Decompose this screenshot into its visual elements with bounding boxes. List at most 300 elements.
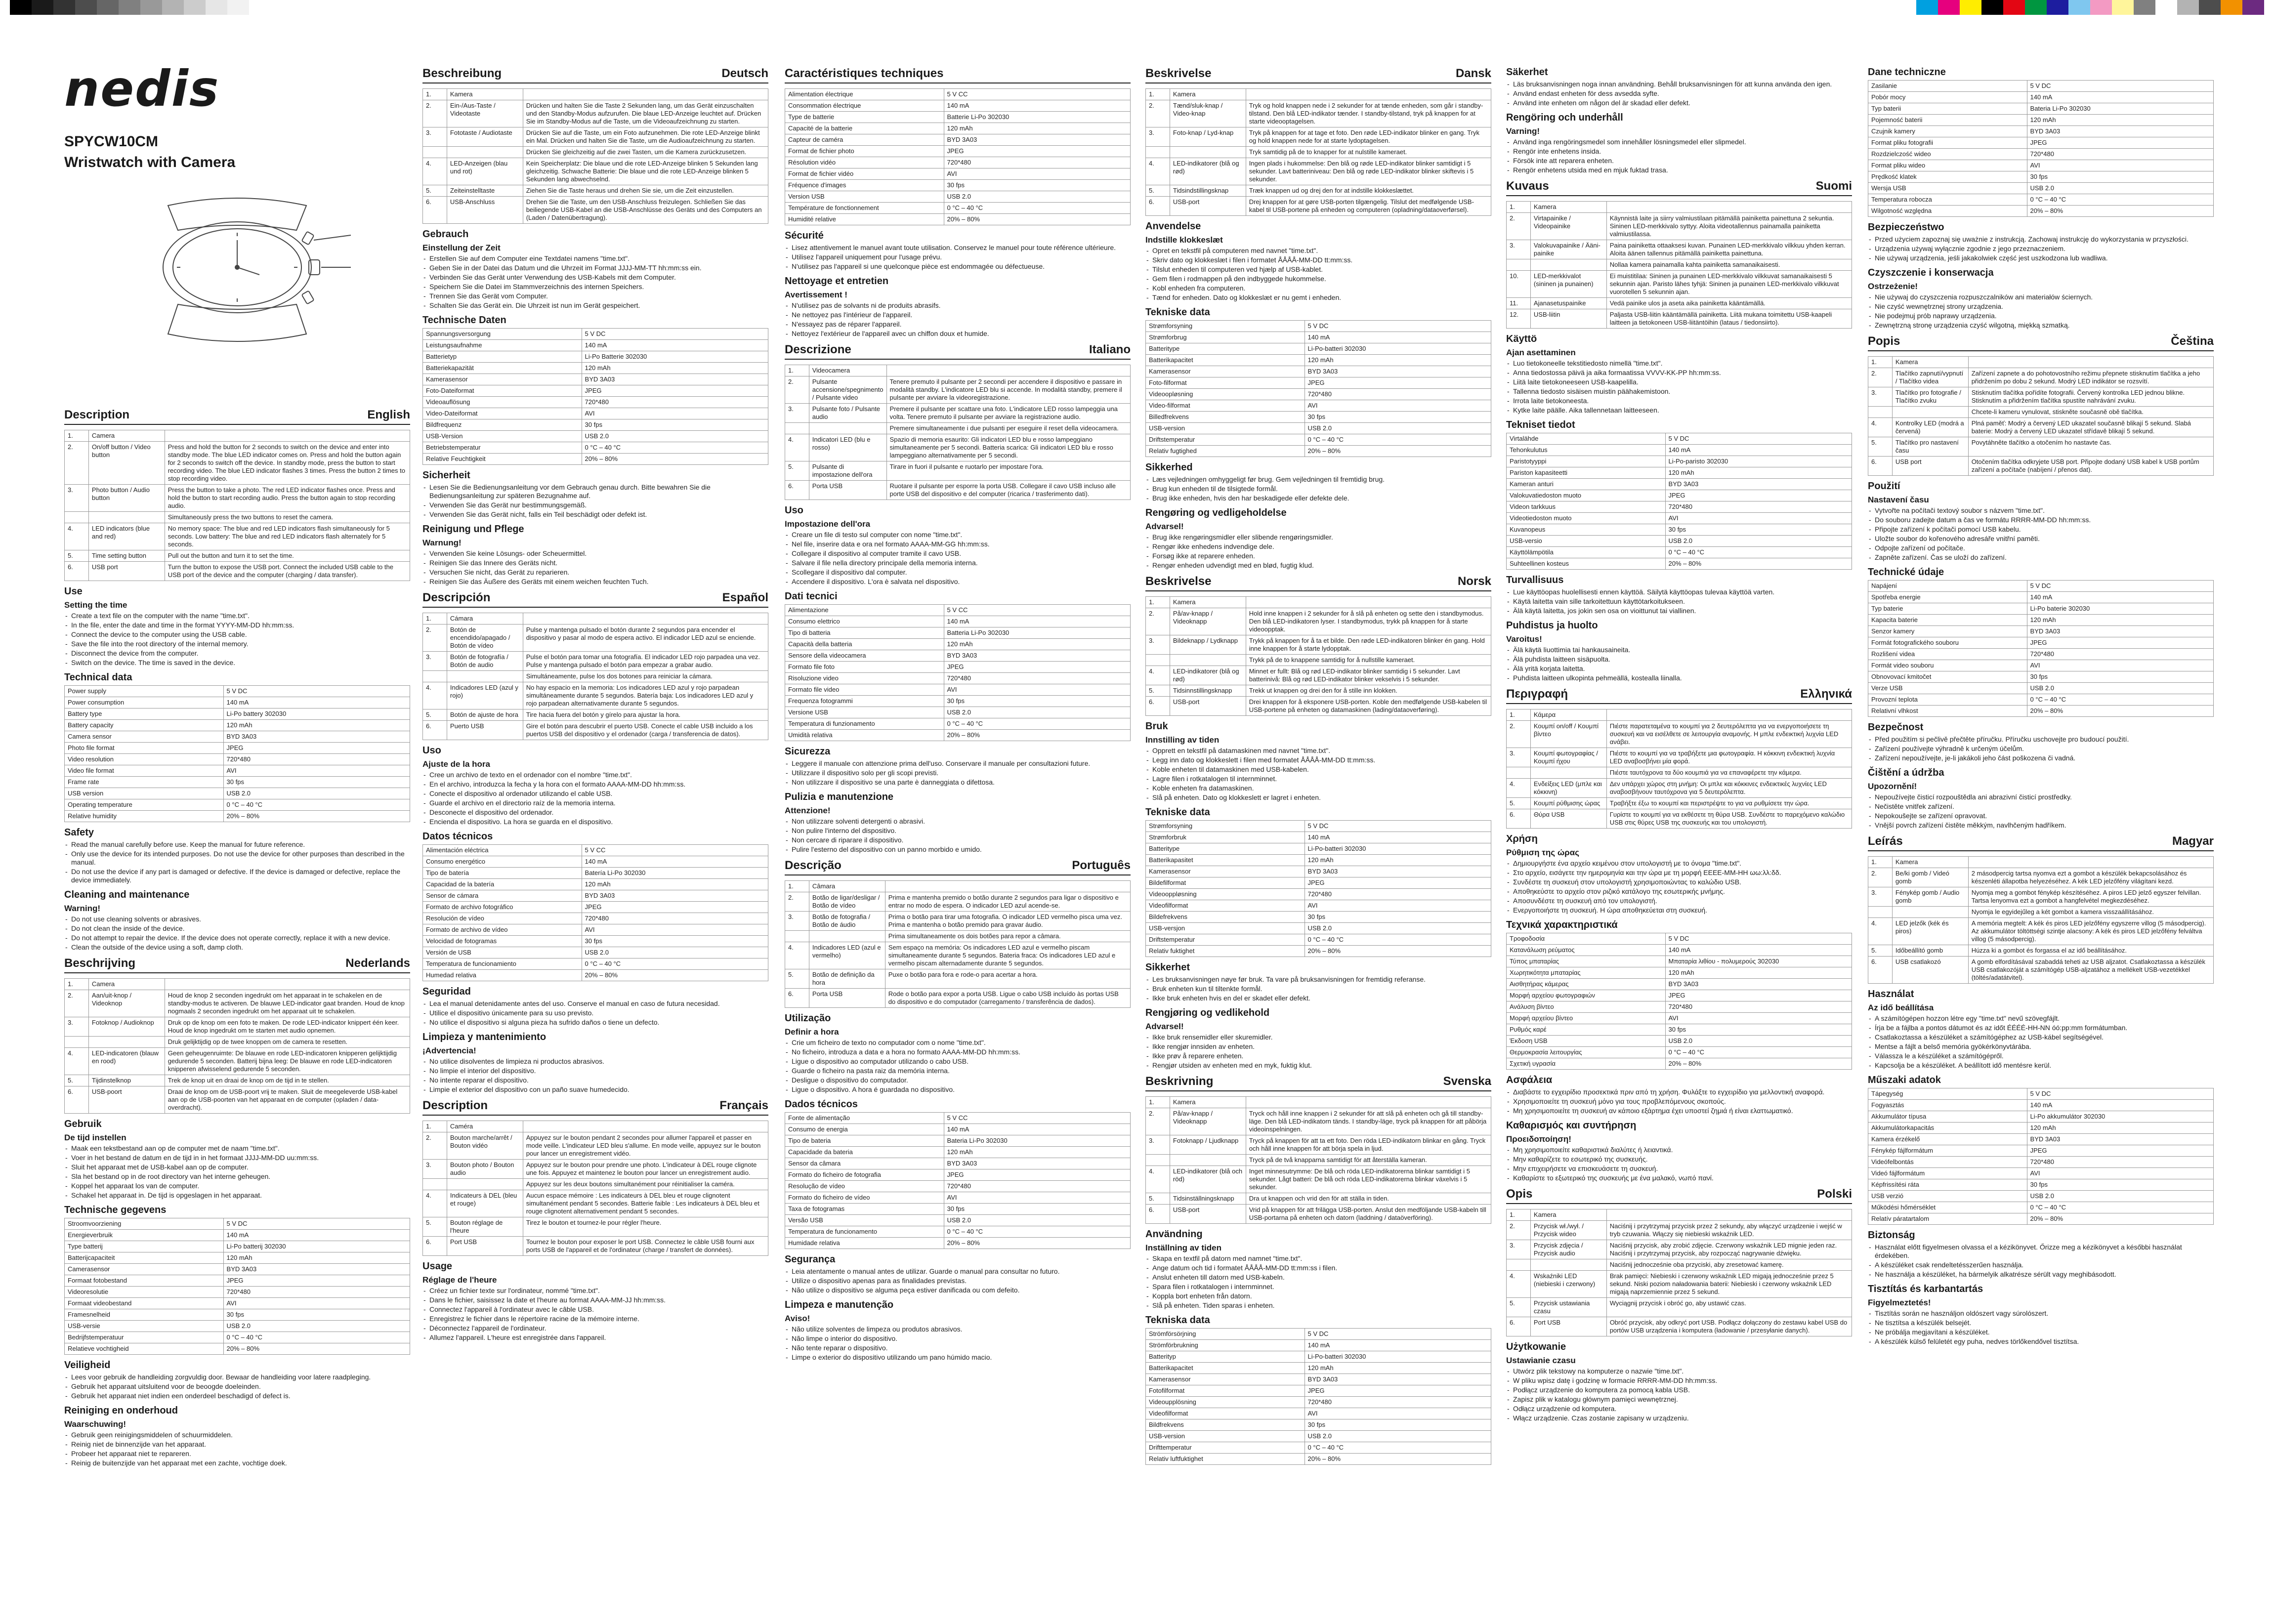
spec-label: Ανάλυση βίντεο	[1507, 1001, 1666, 1013]
part-function: Zařízení zapnete a do pohotovostního režimu přepnete stisknutím tlačítka a jeho přidržením po dobu 2 sekund. Modrý LED indikátor se rozsvítí.	[1968, 368, 2213, 387]
spec-label: Bildfrequenz	[423, 419, 582, 431]
spec-label: Strömförbrukning	[1146, 1340, 1305, 1351]
list-item: - Enregistrez le fichier dans le répertoire racine de la mémoire interne.	[429, 1315, 768, 1323]
table-row	[65, 1298, 410, 1309]
part-number: 1.	[1146, 597, 1170, 608]
table-row	[65, 720, 410, 731]
part-function: Prima e mantenha premido o botão durante 2 segundos para ligar o dispositivo e entrar no modo de espera. O indicador LED azul acende-se.	[885, 892, 1130, 912]
spec-label: Alimentazione	[785, 605, 944, 616]
part-number: 1.	[1507, 202, 1531, 213]
section-french	[422, 1099, 768, 1342]
part-number: 2.	[1868, 868, 1893, 887]
spec-value: 120 mAh	[582, 879, 768, 890]
table-row	[1146, 923, 1491, 934]
list-item: - Scollegare il dispositivo dal computer.	[792, 568, 1131, 577]
spec-label: Sensor de cámara	[423, 890, 582, 902]
section-header	[785, 67, 1131, 83]
part-number	[1507, 1259, 1531, 1271]
technical-data-table	[1868, 1088, 2214, 1225]
part-name: Fotoknop / Audioknop	[88, 1017, 165, 1037]
table-row	[1146, 1340, 1491, 1351]
color-swatch	[162, 0, 184, 15]
table-row	[785, 707, 1131, 718]
spec-label: Spannungsversorgung	[423, 329, 582, 340]
table-row	[1868, 1100, 2214, 1111]
spec-value: AVI	[582, 924, 768, 936]
table-row	[65, 811, 410, 822]
section-french-technical	[785, 67, 1131, 338]
technical-data-table	[422, 844, 768, 981]
spec-value: USB 2.0	[1305, 1431, 1491, 1442]
language-name: Dansk	[1455, 67, 1491, 80]
part-number: 2.	[1146, 1108, 1170, 1135]
parts-table	[64, 978, 410, 1114]
list-item: - Non utilizzare il dispositivo se una parte è danneggiata o difettosa.	[792, 778, 1131, 787]
spec-value: BYD 3A03	[582, 890, 768, 902]
part-name: USB-port	[1170, 1205, 1246, 1224]
spec-value: 120 mAh	[1665, 967, 1852, 979]
table-row	[1507, 524, 1852, 536]
part-function: Kein Speicherplatz: Die blaue und die rote LED-Anzeige blinken 5 Sekunden lang gleichzeitig. Schwache Batterie: Die blaue und die rote LED-Anzeige blinken 5 Sekunden lang abwechselnd.	[523, 158, 768, 185]
list-item: - Käytä laitetta vain sille tarkoitettuun käyttötarkoitukseen.	[1513, 597, 1852, 606]
spec-value: BYD 3A03	[2027, 1134, 2213, 1145]
table-row	[785, 461, 1131, 481]
spec-value: 30 fps	[1305, 412, 1491, 423]
table-row	[785, 912, 1131, 931]
safety-heading: Safety	[64, 827, 94, 838]
table-row	[1146, 412, 1491, 423]
part-function	[523, 613, 768, 625]
table-row	[1146, 366, 1491, 377]
column-3	[785, 62, 1131, 1606]
section-header	[1868, 334, 2214, 351]
part-name: LED-merkkivalot (sininen ja punainen)	[1530, 271, 1606, 298]
list-item: - Verbinden Sie das Gerät unter Verwendung des USB-Kabels mit dem Computer.	[429, 273, 768, 282]
part-name: LED-indicatoren (blauw en rood)	[88, 1048, 165, 1075]
table-row	[1146, 389, 1491, 400]
use-heading: Bruk	[1145, 721, 1168, 732]
table-row	[785, 1147, 1131, 1158]
table-row	[1868, 957, 2214, 984]
spec-label: Käyttölämpötila	[1507, 547, 1666, 558]
part-name: På/av-knapp / Videoknapp	[1170, 608, 1246, 635]
table-row	[423, 652, 768, 671]
table-row	[423, 721, 768, 740]
care-heading: Čištění a údržba	[1868, 767, 1944, 778]
list-item: - Não utilize o dispositivo se alguma peça estiver danificada ou com defeito.	[792, 1286, 1131, 1294]
section-header	[1506, 1187, 1852, 1204]
table-row	[1507, 779, 1852, 798]
table-row	[65, 442, 410, 485]
language-name: Italiano	[1089, 343, 1131, 356]
spec-value: BYD 3A03	[2027, 126, 2213, 137]
warning-heading: Varoitus!	[1506, 634, 1542, 644]
part-function: Pulse el botón para tomar una fotografía. El indicador LED rojo parpadea una vez. Pulse y mantenga pulsado el botón para empezar a grabar audio.	[523, 652, 768, 671]
spec-value: 720*480	[944, 1181, 1130, 1192]
technical-heading: Technische gegevens	[64, 1205, 167, 1215]
color-swatch	[2025, 0, 2047, 15]
table-row	[423, 408, 768, 419]
list-item: - Lisez attentivement le manuel avant toute utilisation. Conservez le manuel pour toute référence ultérieure.	[792, 244, 1131, 252]
part-function: Otočením tlačítka odkryjete USB port. Připojte dodaný USB kabel k USB portům zařízení a počítače (nabíjení / přenos dat).	[1968, 457, 2213, 476]
color-swatch	[1916, 0, 1938, 15]
list-item: - Ikke rengjør innsiden av enheten.	[1152, 1042, 1491, 1051]
section-title: Περιγραφή	[1506, 687, 1568, 701]
spec-label: USB version	[65, 788, 224, 799]
spec-label: Videoupplösning	[1146, 1397, 1305, 1408]
table-row	[1146, 934, 1491, 946]
table-row	[785, 214, 1131, 225]
spec-value: 20% – 80%	[582, 454, 768, 465]
table-row	[1146, 1097, 1491, 1108]
section-title: Kuvaus	[1506, 179, 1549, 193]
spec-label: Temperatura di funzionamento	[785, 718, 944, 730]
warning-heading: Varning!	[1506, 126, 1540, 136]
part-number: 2.	[423, 100, 447, 127]
part-number	[65, 1037, 89, 1048]
list-item: - Válassza le a készüléket a számítógépről.	[1875, 1052, 2214, 1060]
part-function: Naciśnij jednocześnie oba przyciski, aby zresetować kamerę.	[1606, 1259, 1852, 1271]
table-row	[785, 616, 1131, 627]
list-item: - Utilize o dispositivo apenas para as finalidades previstas.	[792, 1277, 1131, 1285]
table-row	[1868, 437, 2214, 457]
spec-value: JPEG	[582, 385, 768, 397]
spec-value: Batteria Li-Po 302030	[944, 627, 1130, 639]
part-name: Κουμπί φωτογραφίας / Κουμπί ήχου	[1530, 748, 1606, 767]
list-item: - Kapcsolja be a készüléket. A beállított idő mentésre kerül.	[1875, 1061, 2214, 1070]
table-row	[423, 970, 768, 981]
table-row	[1868, 1179, 2214, 1191]
table-row	[1507, 1240, 1852, 1259]
spec-label: Typ baterii	[1868, 103, 2027, 115]
table-row	[1507, 490, 1852, 501]
part-function: Vrid på knappen för att frilägga USB-porten. Anslut den medföljande USB-kabeln till USB-portarna på enheten och datorn (laddning / dataöverföring).	[1246, 1205, 1491, 1224]
color-swatch	[2199, 0, 2221, 15]
spec-value: 5 V DC	[582, 329, 768, 340]
part-number: 2.	[1146, 100, 1170, 127]
part-function: Premere simultaneamente i due pulsanti per eseguire il reset della videocamera.	[886, 423, 1130, 434]
part-name: Ajanasetuspainike	[1530, 298, 1606, 309]
part-name	[1530, 259, 1606, 271]
table-row	[1146, 821, 1491, 832]
wristwatch-illustration	[119, 186, 356, 349]
part-number: 5.	[65, 1075, 89, 1086]
spec-value: 720*480	[1305, 389, 1491, 400]
spec-value: USB 2.0	[223, 788, 410, 799]
table-row	[423, 1160, 768, 1179]
spec-value: BYD 3A03	[1305, 1374, 1491, 1385]
table-row	[1146, 866, 1491, 877]
list-item: - Reinigen Sie das Innere des Geräts nicht.	[429, 559, 768, 567]
table-row	[785, 1215, 1131, 1226]
spec-label: Formato file foto	[785, 662, 944, 673]
table-row	[423, 1121, 768, 1132]
part-number: 5.	[1868, 945, 1893, 957]
part-function: Appuyez sur les deux boutons simultanément pour réinitialiser la caméra.	[523, 1179, 768, 1190]
section-title: Beschreibung	[422, 67, 502, 80]
table-row	[1868, 649, 2214, 660]
spec-label: Batterietyp	[423, 351, 582, 363]
part-number: 2.	[1507, 1221, 1531, 1240]
list-item: - Ne tisztítsa a készülék belsejét.	[1875, 1319, 2214, 1327]
part-number: 2.	[785, 376, 809, 404]
table-row	[1146, 197, 1491, 216]
color-swatch	[10, 0, 32, 15]
part-function: Tirez le bouton et tournez-le pour régler l'heure.	[523, 1217, 768, 1237]
list-item: - Nečistěte vnitřek zařízení.	[1875, 802, 2214, 811]
warning-heading: Attenzione!	[785, 806, 831, 815]
list-item: - Koppla bort enheten från datorn.	[1152, 1292, 1491, 1300]
list-item: - Zapněte zařízení. Čas se uloží do zařízení.	[1875, 553, 2214, 562]
table-row	[423, 1190, 768, 1217]
section-header	[785, 859, 1131, 875]
spec-label: USB-Version	[423, 431, 582, 442]
list-item: - Liitä laite tietokoneeseen USB-kaapelilla.	[1513, 378, 1852, 386]
spec-value: JPEG	[1305, 377, 1491, 389]
table-row	[1507, 240, 1852, 259]
language-name: Suomi	[1815, 179, 1852, 193]
part-function: Prima o botão para tirar uma fotografia. O indicador LED vermelho pisca uma vez. Prima e mantenha o botão premido para gravar áudio.	[885, 912, 1130, 931]
spec-value: BYD 3A03	[944, 134, 1130, 146]
table-row	[785, 191, 1131, 203]
spec-value: 5 V DC	[1665, 933, 1852, 945]
part-function: Appuyez sur le bouton pendant 2 secondes pour allumer l'appareil et passer en mode veille. L'indicateur LED bleu s'allume. En mode veille, appuyez sur le bouton pour lancer un enregistrement vidéo.	[523, 1132, 768, 1160]
table-row	[1507, 748, 1852, 767]
use-heading: Használat	[1868, 989, 1914, 999]
spec-label: Videon tarkkuus	[1507, 501, 1666, 513]
table-row	[1146, 355, 1491, 366]
color-swatch	[140, 0, 162, 15]
safety-heading: Sikkerhet	[1145, 962, 1190, 973]
list-item: - Älä käytä liuottimia tai hankausaineita.	[1513, 646, 1852, 654]
part-number: 4.	[1146, 666, 1170, 685]
part-name: Kamera	[447, 89, 523, 100]
part-function: Nollaa kamera painamalla kahta painiketta samanaikaisesti.	[1606, 259, 1852, 271]
list-item: - No limpie el interior del dispositivo.	[429, 1067, 768, 1075]
section-title: Opis	[1506, 1187, 1533, 1201]
table-row	[65, 1048, 410, 1075]
spec-label: Videotiedoston muoto	[1507, 513, 1666, 524]
spec-label: Leistungsaufnahme	[423, 340, 582, 351]
list-item: - Lagre filen i rotkatalogen til internminnet.	[1152, 775, 1491, 783]
use-heading: Uso	[422, 745, 441, 756]
part-number: 1.	[785, 365, 809, 376]
table-row	[1146, 697, 1491, 716]
list-item: - Schakel het apparaat in. De tijd is opgeslagen in het apparaat.	[71, 1191, 410, 1200]
part-name: Fénykép gomb / Audio gomb	[1892, 887, 1968, 907]
spec-label: Foto-Dateiformat	[423, 385, 582, 397]
language-name: Deutsch	[721, 67, 768, 80]
table-row	[423, 127, 768, 147]
spec-value: 720*480	[223, 754, 410, 765]
table-row	[1146, 946, 1491, 957]
table-row	[65, 731, 410, 743]
table-row	[1146, 147, 1491, 158]
section-title: Caractéristiques techniques	[785, 67, 944, 80]
table-row	[785, 662, 1131, 673]
spec-label: Provozní teplota	[1868, 694, 2027, 706]
warning-heading: Προειδοποίηση!	[1506, 1134, 1571, 1144]
list-item: - Connect the device to the computer using the USB cable.	[71, 630, 410, 639]
part-name: Botão de ligar/desligar / Botão de vídeo	[809, 892, 885, 912]
spec-label: Velocidad de fotogramas	[423, 936, 582, 947]
part-name: Botão de fotografia / Botão de áudio	[809, 912, 885, 931]
parts-table	[1506, 709, 1852, 829]
table-row	[1868, 706, 2214, 717]
list-item: - Ne nettoyez pas l'intérieur de l'appareil.	[792, 311, 1131, 319]
list-item: - No utilice el dispositivo si alguna pieza ha sufrido daños o tiene un defecto.	[429, 1018, 768, 1027]
table-row	[65, 754, 410, 765]
spec-label: Relativ luftfuktighet	[1146, 1454, 1305, 1465]
table-row	[785, 112, 1131, 123]
section-czech	[1868, 334, 2214, 830]
part-function: Tryck på knappen för att ta ett foto. Den röda LED-indikatorn blinkar en gång. Tryck och håll inne knappen för att börja spela in ljud.	[1246, 1135, 1491, 1155]
list-item: - Μην καθαρίζετε το εσωτερικό της συσκευής.	[1513, 1155, 1852, 1164]
section-header	[64, 408, 410, 425]
table-row	[785, 157, 1131, 168]
table-row	[1868, 907, 2214, 918]
list-item: - Καθαρίστε το εξωτερικό της συσκευής με ένα μαλακό, νωπό πανί.	[1513, 1174, 1852, 1182]
list-item: - Gebruik geen reinigingsmiddelen of schuurmiddelen.	[71, 1431, 410, 1439]
list-item: - Ligue o dispositivo. A hora é guardada no dispositivo.	[792, 1085, 1131, 1094]
part-function	[1246, 597, 1491, 608]
warning-heading: Ostrzeżenie!	[1868, 282, 1918, 291]
spec-label: USB-versjon	[1146, 923, 1305, 934]
list-item: - N'essayez pas de réparer l'appareil.	[792, 320, 1131, 329]
table-row	[1146, 843, 1491, 855]
part-name: Puerto USB	[447, 721, 523, 740]
list-item: - Urządzenia używaj wyłącznie zgodnie z jego przeznaczeniem.	[1875, 245, 2214, 253]
part-number: 3.	[423, 127, 447, 147]
table-row	[1507, 259, 1852, 271]
technical-data-table	[785, 1112, 1131, 1249]
part-name: Przycisk zdjęcia / Przycisk audio	[1530, 1240, 1606, 1259]
spec-value: Li-Po-paristo 302030	[1665, 456, 1852, 467]
part-number: 3.	[423, 1160, 447, 1179]
table-row	[1868, 92, 2214, 103]
part-name: LED jelzők (kék és piros)	[1892, 918, 1968, 945]
part-name: Przycisk ustawiania czasu	[1530, 1298, 1606, 1317]
spec-label: Bildefilformat	[1146, 877, 1305, 889]
part-function: Tournez le bouton pour exposer le port USB. Connectez le câble USB fourni aux ports USB de l'appareil et de l'ordinateur (charge / transfert de données).	[523, 1237, 768, 1256]
technical-data-table	[1145, 1328, 1491, 1465]
spec-value: 720*480	[223, 1287, 410, 1298]
part-name: Botón de ajuste de hora	[447, 709, 523, 721]
spec-value: AVI	[1665, 513, 1852, 524]
spec-value: 120 mAh	[2027, 1123, 2213, 1134]
list-item: - Przed użyciem zapoznaj się uważnie z instrukcją. Zachowaj instrukcję do wykorzystania w przyszłości.	[1875, 235, 2214, 244]
part-name: Kamera	[1892, 857, 1968, 868]
part-name: Be/ki gomb / Videó gomb	[1892, 868, 1968, 887]
table-row	[1868, 1168, 2214, 1179]
table-row	[1507, 809, 1852, 829]
table-row	[65, 990, 410, 1017]
spec-value: USB 2.0	[944, 1215, 1130, 1226]
part-name: Camera	[88, 979, 165, 990]
care-heading: Rengöring och underhåll	[1506, 112, 1623, 123]
spec-label: Battery type	[65, 708, 224, 720]
spec-label: Fotofilformat	[1146, 1385, 1305, 1397]
list-item: - Nettoyez l'extérieur de l'appareil avec un chiffon doux et humide.	[792, 330, 1131, 338]
care-heading: Pulizia e manutenzione	[785, 791, 894, 802]
list-item: - Tisztítás során ne használjon oldószert vagy súrolószert.	[1875, 1309, 2214, 1318]
spec-value: 140 mA	[223, 1230, 410, 1241]
list-item: - Brug kun enheden til de tilsigtede formål.	[1152, 485, 1491, 493]
part-name: LED indicators (blue and red)	[88, 523, 165, 550]
use-heading: Användning	[1145, 1229, 1203, 1240]
spec-label: Formát video souboru	[1868, 660, 2027, 671]
spec-value: 0 °C – 40 °C	[223, 1332, 410, 1343]
safety-heading: Veiligheid	[64, 1360, 111, 1371]
part-function: Puxe o botão para fora e rode-o para acertar a hora.	[885, 969, 1130, 989]
list-item: - Verwenden Sie keine Lösungs- oder Scheuermittel.	[429, 549, 768, 558]
color-swatch	[2003, 0, 2025, 15]
spec-value: 0 °C – 40 °C	[2027, 194, 2213, 206]
section-header	[1868, 834, 2214, 851]
part-number: 4.	[65, 1048, 89, 1075]
list-item: - Legg inn dato og klokkeslett i filen med formatet ÅÅÅÅ-MM-DD tt:mm:ss.	[1152, 756, 1491, 764]
spec-label: Batterikapacitet	[1146, 1363, 1305, 1374]
list-item: - Διαβάστε το εγχειρίδιο προσεκτικά πριν από τη χρήση. Φυλάξτε το εγχειρίδιο για μελλοντική αναφορά.	[1513, 1088, 1852, 1096]
part-name: USB-Anschluss	[447, 197, 523, 224]
technical-heading: Tekniset tiedot	[1506, 419, 1575, 430]
spec-value: 720*480	[1665, 501, 1852, 513]
spec-label: USB-version	[1146, 423, 1305, 434]
spec-label: Temperatura robocza	[1868, 194, 2027, 206]
section-italian	[785, 343, 1131, 854]
part-name: Időbeállító gomb	[1892, 945, 1968, 957]
spec-value: JPEG	[1665, 490, 1852, 501]
table-row	[1146, 1108, 1491, 1135]
color-swatch	[249, 0, 271, 15]
parts-table	[785, 880, 1131, 1008]
table-row	[785, 376, 1131, 404]
table-row	[1868, 1213, 2214, 1225]
spec-value: USB 2.0	[582, 431, 768, 442]
list-item: - Αποθηκεύστε το αρχείο στον ριζικό κατάλογο της εσωτερικής μνήμης.	[1513, 887, 1852, 896]
table-row	[423, 1237, 768, 1256]
spec-value: 120 mAh	[1665, 467, 1852, 479]
table-row	[423, 924, 768, 936]
spec-value: 30 fps	[944, 1204, 1130, 1215]
part-function: Spazio di memoria esaurito: Gli indicatori LED blu e rosso lampeggiano simultaneamente per 5 secondi. Batteria scarica: Gli indicatori LED blu e rosso lampeggiano alternativamente per 5 secondi.	[886, 434, 1130, 461]
section-title: Beschrijving	[64, 957, 136, 970]
spec-label: Résolution vidéo	[785, 157, 944, 168]
table-row	[1868, 637, 2214, 649]
part-number: 6.	[423, 197, 447, 224]
table-row	[1507, 1259, 1852, 1271]
part-number	[785, 931, 809, 942]
part-number: 4.	[423, 682, 447, 709]
part-function: Drehen Sie die Taste, um den USB-Anschluss freizulegen. Schließen Sie das beiliegende USB-Kabel an die USB-Anschlüsse des Geräts und des Computers an (Laden / Datenübertragung).	[523, 197, 768, 224]
table-row	[1868, 1202, 2214, 1213]
spec-label: Videooppløsning	[1146, 889, 1305, 900]
table-row	[1507, 1013, 1852, 1024]
language-name: English	[367, 408, 410, 421]
part-function: Draai de knop om de USB-poort vrij te maken. Sluit de meegeleverde USB-kabel aan op de USB-poorten van het apparaat en de computer (opladen / data-overdracht).	[165, 1086, 410, 1114]
spec-value: 5 V CC	[582, 845, 768, 856]
spec-label: Resolução de vídeo	[785, 1181, 944, 1192]
part-number: 3.	[1868, 387, 1893, 407]
part-number: 6.	[1507, 809, 1531, 829]
spec-value: 5 V DC	[1665, 433, 1852, 445]
list-item: - Allumez l'appareil. L'heure est enregistrée dans l'appareil.	[429, 1333, 768, 1342]
table-row	[1146, 1135, 1491, 1155]
part-number: 2.	[65, 442, 89, 485]
part-name: Bouton marche/arrêt / Bouton vidéo	[447, 1132, 523, 1160]
technical-heading: Tekniske data	[1145, 807, 1210, 818]
table-row	[785, 696, 1131, 707]
